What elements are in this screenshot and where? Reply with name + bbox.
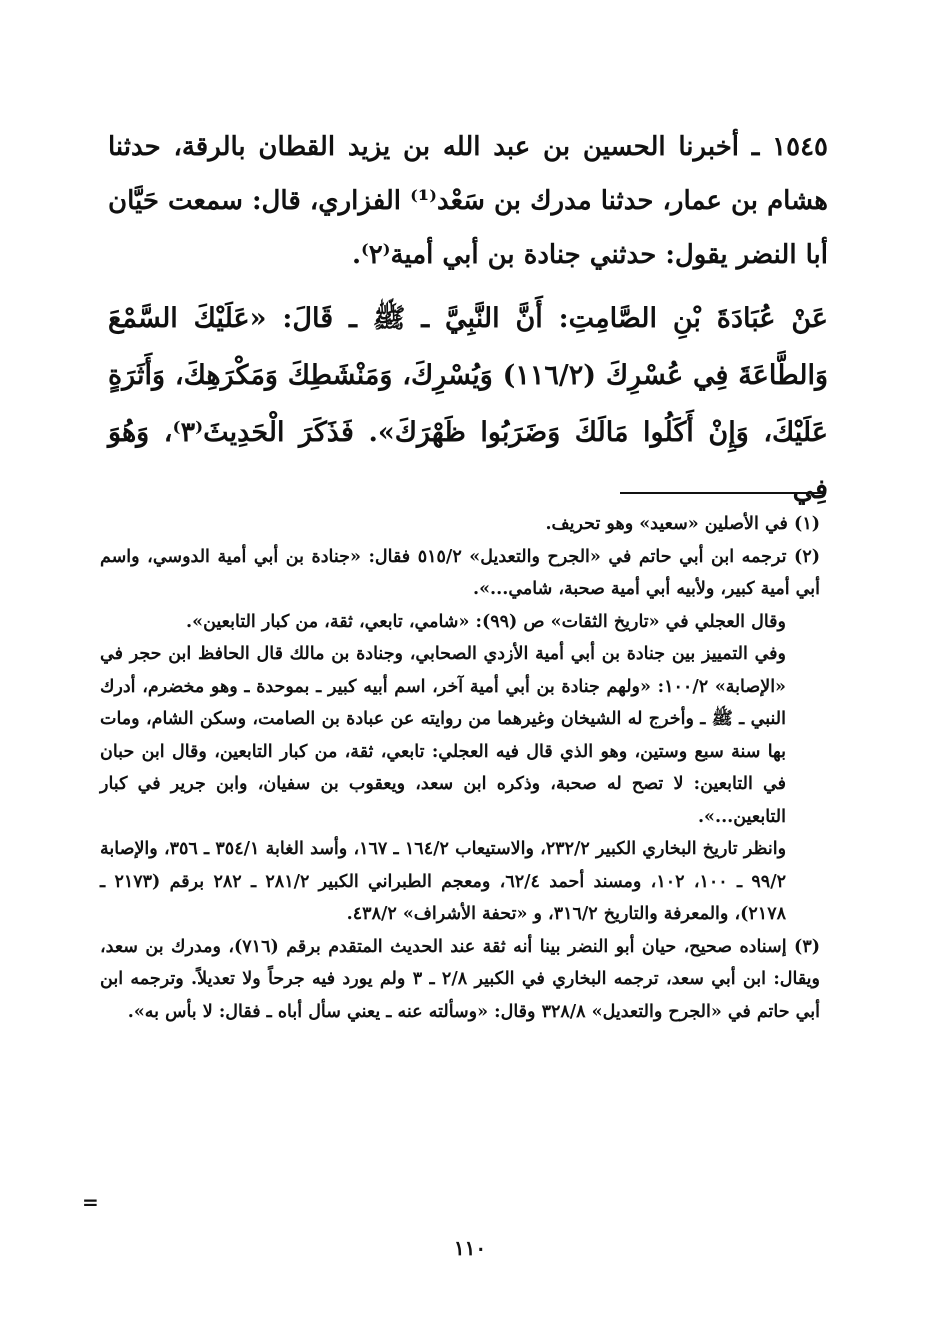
hadith-isnad: ١٥٤٥ ـ أخبرنا الحسين بن عبد الله بن يزيد القطان بالرقة، حدثنا هشام بن عمار، حدثنا مدرك بن سَعْد⁽¹⁾ الفزاري، قال: سمعت حَيَّان أبا النضر يقول: حدثني جنادة بن أبي أمية⁽٢⁾. bbox=[108, 132, 828, 270]
continuation-mark: = bbox=[82, 1190, 99, 1214]
footnote-1: (١) في الأصلين «سعيد» وهو تحريف. bbox=[545, 514, 820, 534]
footnote-3: (٣) إسناده صحيح، حيان أبو النضر بينا أنه ثقة عند الحديث المتقدم برقم (٧١٦)، ومدرك بن سعد، ويقال: ابن أبي سعد، ترجمه البخاري في الكبير ٢/٨ ـ ٣ ولم يورد فيه جرحاً ولا تعديلاً. وترجمه ابن أبي حاتم في «الجرح والتعديل» ٣٢٨/٨ وقال: «وسألته عنه ـ يعني سأل أباه ـ فقال: لا بأس به». bbox=[100, 936, 821, 1022]
hadith-block bbox=[108, 120, 828, 518]
footnote-2-ijli: وقال العجلي في «تاريخ الثقات» ص (٩٩): «شامي، تابعي، ثقة، من كبار التابعين». bbox=[186, 611, 786, 632]
footnote-2: (٢) ترجمه ابن أبي حاتم في «الجرح والتعديل» ٥١٥/٢ فقال: «جنادة بن أبي أمية الدوسي، واسم أبي أمية كبير، ولأبيه أبي أمية صحبة، شامي...». bbox=[100, 546, 820, 599]
page-number: ١١٠ bbox=[453, 1236, 487, 1260]
footnote-separator bbox=[620, 492, 824, 494]
footnotes bbox=[100, 508, 820, 1028]
footnote-2-references: وانظر تاريخ البخاري الكبير ٢٣٢/٢، والاستيعاب ١٦٤/٢ ـ ١٦٧، وأسد الغابة ٣٥٤/١ ـ ٣٥٦، والإصابة ٩٩/٢ ـ ١٠٠، ١٠٢، ومسند أحمد ٦٢/٤، ومعجم الطبراني الكبير ٢٨١/٢ ـ ٢٨٢ برقم (٢١٧٣ ـ ٢١٧٨)، والمعرفة والتاريخ ٣١٦/٢، و «تحفة الأشراف» ٤٣٨/٢. bbox=[100, 839, 787, 924]
hadith-matn: عَنْ عُبَادَةَ بْنِ الصَّامِتِ: أَنَّ النَّبِيَّ ـ ﷺ ـ قَالَ: «عَلَيْكَ السَّمْعَ وَالطَّاعَةَ فِي عُسْرِكَ (١١٦/٢) وَيُسْرِكَ، وَمَنْشَطِكَ وَمَكْرَهِكَ، وَأَثَرَةٍ عَلَيْكَ، وَإِنْ أَكَلُوا مَالَكَ وَضَرَبُوا ظَهْرَكَ». فَذَكَرَ الْحَدِيثَ⁽٣⁾، وَهُوَ فِي bbox=[108, 303, 828, 505]
footnote-2-ibn-hajar: وفي التمييز بين جنادة بن أبي أمية الأزدي الصحابي، وجنادة بن مالك قال الحافظ ابن حجر في «الإصابة» ١٠٠/٢: «ولهم جنادة بن أبي أمية آخر، اسم أبيه كبير ـ بموحدة ـ وهو مخضرم، أدرك النبي ـ ﷺ ـ وأخرج له الشيخان وغيرهما من روايته عن عبادة بن الصامت، وسكن الشام، ومات بها سنة سبع وستين، وهو الذي قال فيه العجلي: تابعي، ثقة، من كبار التابعين، وقال ابن حبان في التابعين: لا تصح له صحبة، وذكره ابن سعد، ويعقوب بن سفيان، وابن جرير في كبار التابعين...». bbox=[100, 644, 786, 827]
